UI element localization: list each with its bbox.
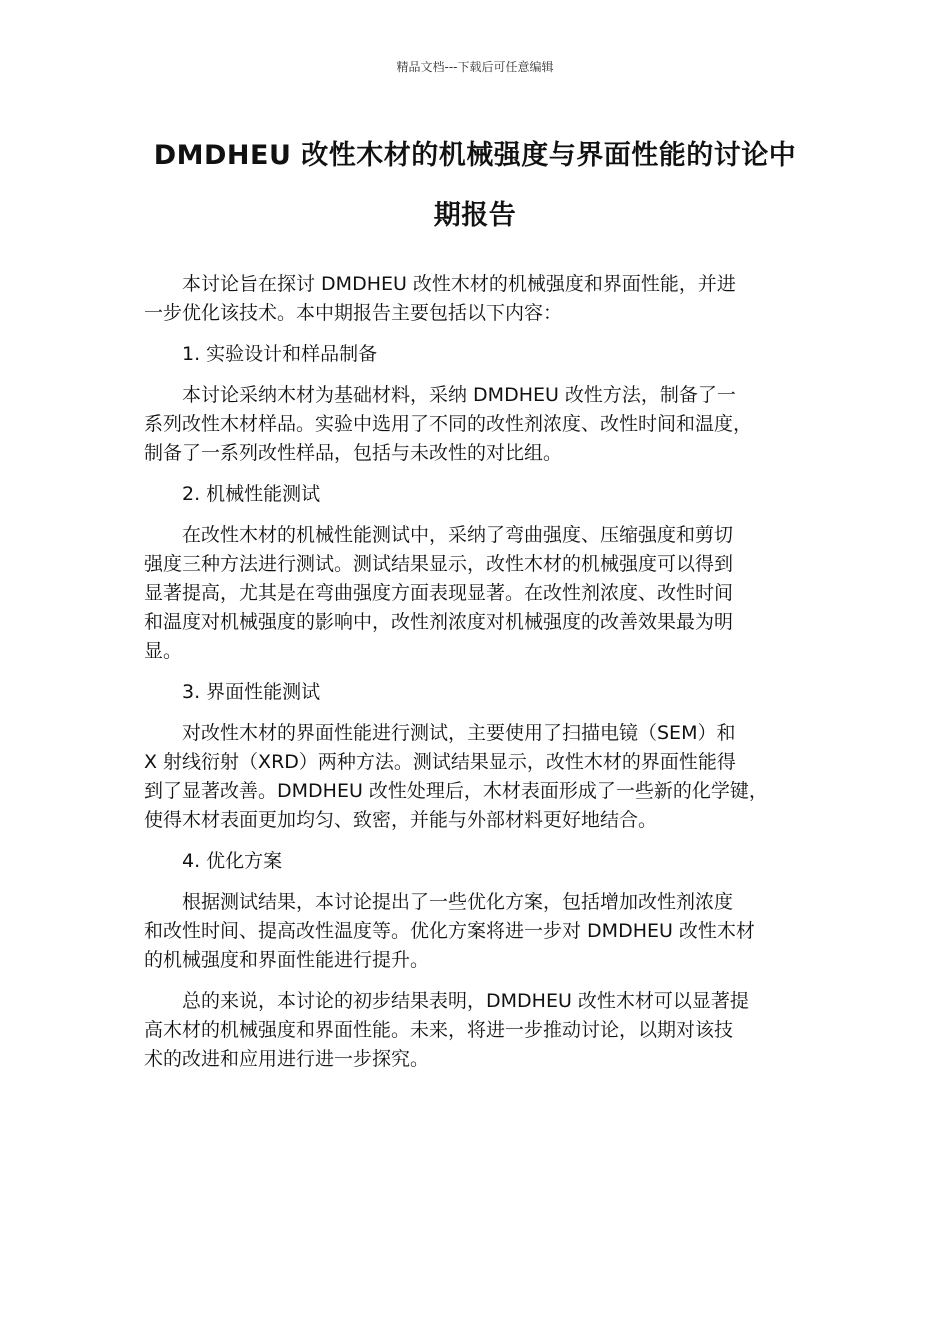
section-2-line: 强度三种方法进行测试。测试结果显示，改性木材的机械强度可以得到 (144, 553, 734, 575)
intro-paragraph (144, 270, 816, 328)
section-2-line: 显。 (144, 640, 183, 662)
section-4-line: 和改性时间、提高改性温度等。优化方案将进一步对 DMDHEU 改性木材 (144, 920, 755, 942)
section-3-line: X 射线衍射（XRD）两种方法。测试结果显示，改性木材的界面性能得 (144, 751, 736, 773)
section-4-line: 根据测试结果，本讨论提出了一些优化方案，包括增加改性剂浓度 (182, 891, 734, 913)
title-line-2: 期报告 (433, 200, 517, 231)
document-title (120, 126, 830, 246)
section-3-line: 使得木材表面更加均匀、致密，并能与外部材料更好地结合。 (144, 809, 658, 831)
header-note: 精品文档---下载后可任意编辑 (396, 60, 554, 74)
document-body (144, 270, 816, 1086)
section-heading-4: 4. 优化方案 (182, 850, 283, 872)
section-heading-2: 2. 机械性能测试 (182, 483, 321, 505)
conclusion-line-3: 术的改进和应用进行进一步探究。 (144, 1048, 430, 1070)
section-paragraph-3 (144, 719, 816, 835)
section-2-line: 和温度对机械强度的影响中，改性剂浓度对机械强度的改善效果最为明 (144, 611, 734, 633)
section-2-line: 显著提高，尤其是在弯曲强度方面表现显著。在改性剂浓度、改性时间 (144, 582, 734, 604)
section-heading-3: 3. 界面性能测试 (182, 681, 321, 703)
intro-line-1: 本讨论旨在探讨 DMDHEU 改性木材的机械强度和界面性能，并进 (182, 273, 736, 295)
intro-line-2: 一步优化该技术。本中期报告主要包括以下内容： (144, 302, 563, 324)
section-3-line: 对改性木材的界面性能进行测试，主要使用了扫描电镜（SEM）和 (182, 722, 736, 744)
conclusion-line-2: 高木材的机械强度和界面性能。未来，将进一步推动讨论，以期对该技 (144, 1019, 734, 1041)
section-2-line: 在改性木材的机械性能测试中，采纳了弯曲强度、压缩强度和剪切 (182, 524, 734, 546)
conclusion-line-1: 总的来说，本讨论的初步结果表明，DMDHEU 改性木材可以显著提 (182, 990, 749, 1012)
section-1-line: 系列改性木材样品。实验中选用了不同的改性剂浓度、改性时间和温度， (144, 413, 753, 435)
section-paragraph-2 (144, 521, 816, 666)
section-4-line: 的机械强度和界面性能进行提升。 (144, 949, 430, 971)
title-line-1: DMDHEU 改性木材的机械强度与界面性能的讨论中 (153, 140, 797, 171)
section-3-line: 到了显著改善。DMDHEU 改性处理后，木材表面形成了一些新的化学键， (144, 780, 768, 802)
section-paragraph-1 (144, 381, 816, 468)
section-heading-1: 1. 实验设计和样品制备 (182, 343, 378, 365)
section-paragraph-4 (144, 888, 816, 975)
section-1-line: 制备了一系列改性样品，包括与未改性的对比组。 (144, 442, 563, 464)
section-1-line: 本讨论采纳木材为基础材料，采纳 DMDHEU 改性方法，制备了一 (182, 384, 736, 406)
conclusion-paragraph (144, 987, 816, 1074)
